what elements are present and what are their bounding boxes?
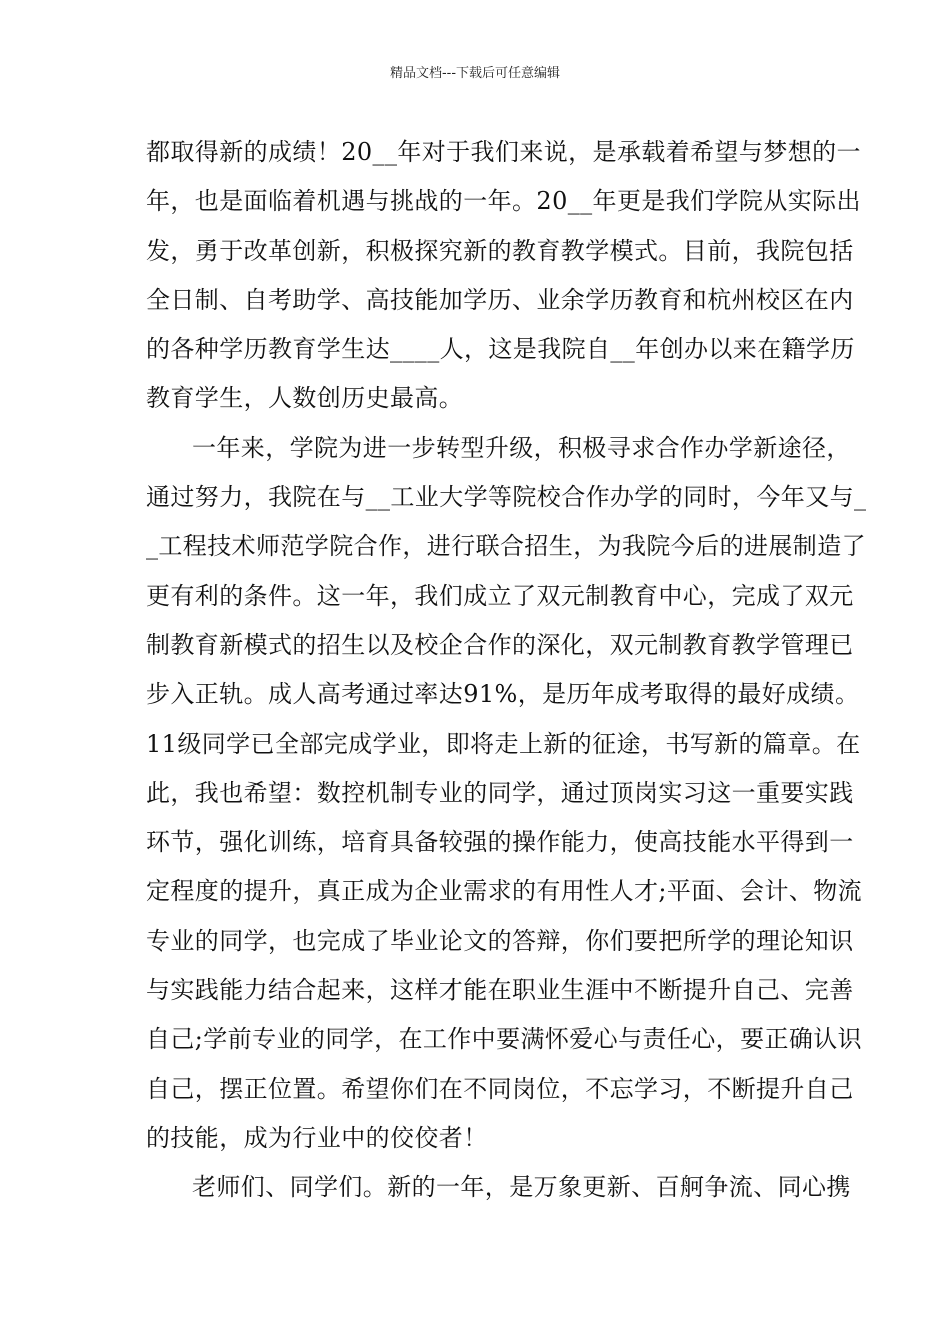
text-line: 的各种学历教育学生达____人，这是我院自__年创办以来在籍学历	[146, 335, 855, 364]
text-line: 专业的同学，也完成了毕业论文的答辩，你们要把所学的理论知识	[146, 926, 854, 955]
text-line: 都取得新的成绩！20__年对于我们来说，是承载着希望与梦想的一	[146, 138, 861, 166]
text-line: 步入正轨。成人高考通过率达91%，是历年成考取得的最好成绩。	[146, 680, 860, 709]
text-line: _工程技术师范学院合作，进行联合招生，为我院今后的进展制造了	[146, 532, 866, 561]
text-line: 更有利的条件。这一年，我们成立了双元制教育中心，完成了双元	[146, 581, 854, 610]
text-line: 与实践能力结合起来，这样才能在职业生涯中不断提升自己、完善	[146, 976, 854, 1005]
text-line: 一年来，学院为进一步转型升级，积极寻求合作办学新途径，	[192, 433, 851, 462]
text-line: 自己;学前专业的同学，在工作中要满怀爱心与责任心，要正确认识	[146, 1025, 863, 1054]
page-header: 精品文档---下载后可任意编辑	[389, 66, 561, 81]
text-line: 11级同学已全部完成学业，即将走上新的征途，书写新的篇章。在	[146, 729, 861, 758]
text-line: 教育学生，人数创历史最高。	[146, 384, 464, 413]
text-line: 全日制、自考助学、高技能加学历、业余学历教育和杭州校区在内	[146, 285, 854, 314]
document-body	[146, 128, 867, 1213]
text-line: 自己，摆正位置。希望你们在不同岗位，不忘学习，不断提升自己	[146, 1074, 854, 1103]
text-line: 发，勇于改革创新，积极探究新的教育教学模式。目前，我院包括	[146, 236, 854, 265]
text-line: 的技能，成为行业中的佼佼者！	[146, 1123, 488, 1152]
text-line: 定程度的提升，真正成为企业需求的有用性人才;平面、会计、物流	[146, 877, 863, 906]
text-line: 此，我也希望：数控机制专业的同学，通过顶岗实习这一重要实践	[146, 778, 854, 807]
text-line: 环节，强化训练，培育具备较强的操作能力，使高技能水平得到一	[146, 828, 854, 857]
text-line: 制教育新模式的招生以及校企合作的深化，双元制教育教学管理已	[146, 630, 854, 659]
text-line: 年，也是面临着机遇与挑战的一年。20__年更是我们学院从实际出	[146, 187, 861, 216]
text-line: 通过努力，我院在与__工业大学等院校合作办学的同时，今年又与_	[146, 483, 867, 512]
text-line: 老师们、同学们。新的一年，是万象更新、百舸争流、同心携	[192, 1173, 851, 1202]
